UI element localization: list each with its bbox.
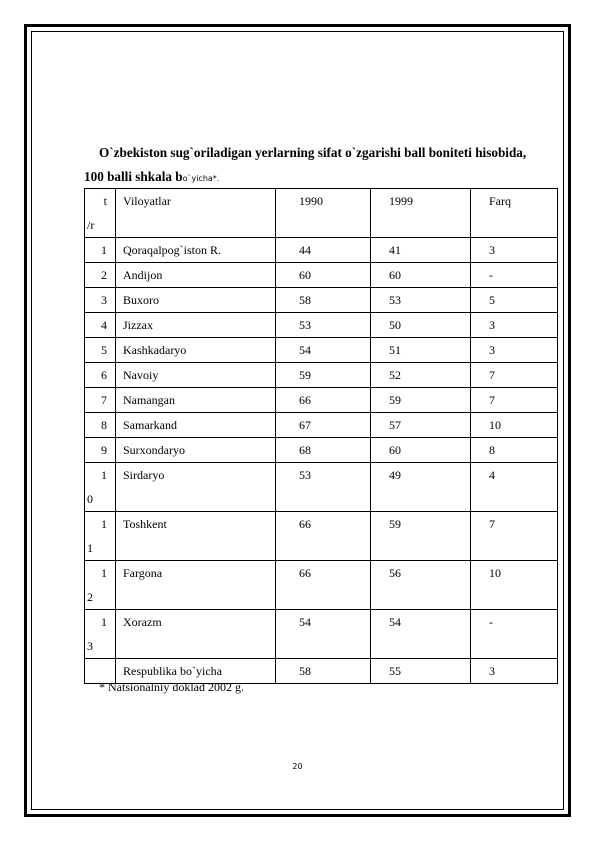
row-diff: 7: [471, 388, 558, 413]
row-diff: 8: [471, 438, 558, 463]
row-num: [85, 561, 116, 610]
row-num-b: 1: [87, 541, 93, 555]
row-diff: 3: [471, 313, 558, 338]
table-row: [85, 238, 558, 263]
footnote: * Natsionalniy doklad 2002 g.: [99, 680, 244, 694]
row-num: 9: [85, 438, 116, 463]
page-number: 20: [292, 762, 303, 771]
header-num-a: t: [103, 194, 107, 208]
row-1999: 56: [371, 561, 471, 610]
row-region: Xorazm: [116, 610, 276, 659]
row-diff: -: [471, 263, 558, 288]
row-1999: 54: [371, 610, 471, 659]
row-num: 6: [85, 363, 116, 388]
table-row: [85, 313, 558, 338]
table-row: [85, 338, 558, 363]
row-num: 3: [85, 288, 116, 313]
row-1990: 66: [276, 512, 371, 561]
soil-quality-table: [84, 188, 558, 684]
title-line-2-main: 100 balli shkala b: [84, 169, 183, 184]
row-1990: 58: [276, 288, 371, 313]
row-1990: 54: [276, 338, 371, 363]
row-diff: 3: [471, 338, 558, 363]
row-1999: 51: [371, 338, 471, 363]
row-region: Jizzax: [116, 313, 276, 338]
row-region: Navoiy: [116, 363, 276, 388]
total-1999: 55: [371, 659, 471, 684]
row-num-a: 1: [101, 517, 107, 531]
row-num: 4: [85, 313, 116, 338]
title-line-2: [84, 169, 219, 184]
row-diff: 7: [471, 363, 558, 388]
row-region: Buxoro: [116, 288, 276, 313]
row-1990: 66: [276, 561, 371, 610]
row-1999: 50: [371, 313, 471, 338]
table-row: [85, 263, 558, 288]
row-diff: 3: [471, 238, 558, 263]
row-diff: 7: [471, 512, 558, 561]
header-num-b: /r: [87, 218, 95, 232]
row-region: Fargona: [116, 561, 276, 610]
row-1990: 53: [276, 463, 371, 512]
row-diff: 5: [471, 288, 558, 313]
row-region: Andijon: [116, 263, 276, 288]
table-title: [84, 141, 564, 191]
header-diff: Farq: [471, 189, 558, 238]
row-region: Samarkand: [116, 413, 276, 438]
header-1999: 1999: [371, 189, 471, 238]
header-num: [85, 189, 116, 238]
row-1990: 44: [276, 238, 371, 263]
row-1990: 68: [276, 438, 371, 463]
row-num-a: 1: [101, 566, 107, 580]
row-1990: 59: [276, 363, 371, 388]
row-region: Qoraqalpog`iston R.: [116, 238, 276, 263]
total-region: Respublika bo`yicha: [116, 659, 276, 684]
row-num-b: 2: [87, 590, 93, 604]
table-row: [85, 438, 558, 463]
row-1999: 60: [371, 438, 471, 463]
row-1990: 54: [276, 610, 371, 659]
table-row: [85, 610, 558, 659]
total-1990: 58: [276, 659, 371, 684]
row-region: Kashkadaryo: [116, 338, 276, 363]
row-1999: 60: [371, 263, 471, 288]
row-num-a: 1: [101, 615, 107, 629]
table-row: [85, 288, 558, 313]
row-1999: 59: [371, 512, 471, 561]
table-row: [85, 463, 558, 512]
row-num: 2: [85, 263, 116, 288]
table-header-row: [85, 189, 558, 238]
row-region: Namangan: [116, 388, 276, 413]
table-row: [85, 363, 558, 388]
row-num: [85, 610, 116, 659]
row-1999: 53: [371, 288, 471, 313]
table-row: [85, 388, 558, 413]
row-1990: 53: [276, 313, 371, 338]
row-diff: 10: [471, 413, 558, 438]
table-row: [85, 512, 558, 561]
row-num: 5: [85, 338, 116, 363]
row-1999: 52: [371, 363, 471, 388]
title-line-1: O`zbekiston sug`oriladigan yerlarning sifat o`zgarishi ball boniteti hisobida,: [99, 145, 527, 160]
row-num: 7: [85, 388, 116, 413]
row-num-b: 3: [87, 639, 93, 653]
row-diff: 4: [471, 463, 558, 512]
row-region: Sirdaryo: [116, 463, 276, 512]
row-1999: 59: [371, 388, 471, 413]
header-region: Viloyatlar: [116, 189, 276, 238]
title-line-2-small: o`yicha*.: [182, 174, 220, 183]
row-region: Surxondaryo: [116, 438, 276, 463]
row-1990: 66: [276, 388, 371, 413]
table-row: [85, 561, 558, 610]
row-region: Toshkent: [116, 512, 276, 561]
row-num: 8: [85, 413, 116, 438]
total-diff: 3: [471, 659, 558, 684]
row-1990: 67: [276, 413, 371, 438]
table-row: [85, 413, 558, 438]
row-1990: 60: [276, 263, 371, 288]
row-num: 1: [85, 238, 116, 263]
row-diff: -: [471, 610, 558, 659]
row-num: [85, 463, 116, 512]
row-1999: 49: [371, 463, 471, 512]
row-num: [85, 512, 116, 561]
row-1999: 41: [371, 238, 471, 263]
row-num-a: 1: [101, 468, 107, 482]
row-num-b: 0: [87, 492, 93, 506]
row-diff: 10: [471, 561, 558, 610]
row-1999: 57: [371, 413, 471, 438]
header-1990: 1990: [276, 189, 371, 238]
